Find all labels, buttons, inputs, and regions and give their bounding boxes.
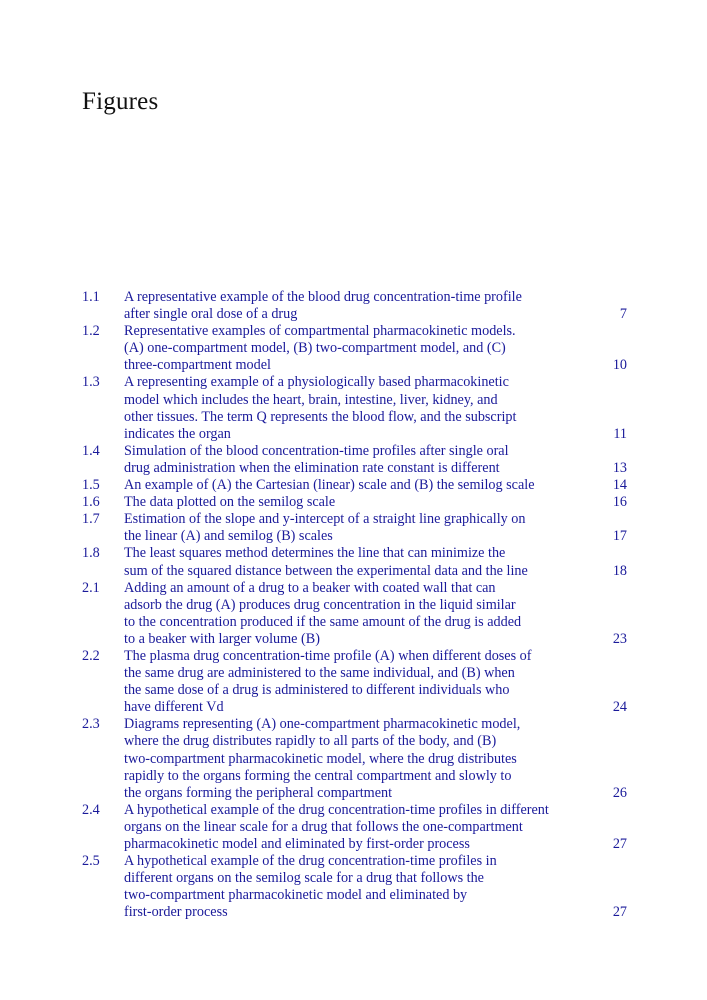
caption-line: three-compartment model [124,357,271,374]
figure-entry[interactable] [82,716,627,801]
caption-line: organs on the linear scale for a drug that follows the one-compartment [124,818,523,835]
figure-caption [124,802,577,853]
caption-line: A representing example of a physiologically based pharmacokinetic [124,374,509,391]
caption-line: pharmacokinetic model and eliminated by first-order process [124,836,470,852]
figure-number: 1.1 [82,289,100,305]
figure-entry[interactable] [82,853,627,921]
figure-caption [124,648,577,716]
figure-caption [124,853,577,921]
caption-line: model which includes the heart, brain, intestine, liver, kidney, and [124,391,498,408]
figure-caption [124,511,577,545]
page-number: 23 [612,630,627,647]
figure-entry[interactable] [82,374,627,442]
figure-entry[interactable] [82,511,627,545]
figure-number: 1.2 [82,323,100,340]
page-number: 26 [612,784,627,801]
page-heading: Figures [82,88,159,115]
page-number: 27 [612,904,627,921]
caption-line: Representative examples of compartmental pharmacokinetic models. [124,323,516,340]
figure-entry[interactable] [82,477,627,494]
caption-line: the organs forming the peripheral compartment [124,784,393,801]
figure-number: 2.3 [82,716,100,733]
caption-line: to a beaker with larger volume (B) [124,630,320,647]
caption-line: The plasma drug concentration-time profile (A) when different doses of [124,647,532,664]
page-number: 18 [612,562,627,579]
figure-number: 1.8 [82,545,100,562]
page-number: 10 [612,357,627,374]
caption-line: drug administration when the elimination rate constant is different [124,459,500,476]
figure-number: 2.2 [82,647,100,664]
figure-entry[interactable] [82,648,627,716]
figure-number: 1.5 [82,477,100,494]
caption-line: first-order process [124,904,228,921]
caption-line: Estimation of the slope and y-intercept of a straight line graphically on [124,511,526,528]
figure-entry[interactable] [82,323,627,374]
figure-entry[interactable] [82,443,627,477]
caption-line: to the concentration produced if the same amount of the drug is added [124,613,522,630]
page-number: 17 [612,528,627,545]
page-number: 14 [612,477,627,494]
caption-line: the same drug are administered to the same individual, and (B) when [124,665,515,682]
caption-line: A hypothetical example of the drug concentration-time profiles in [124,853,497,870]
figure-number: 1.6 [82,494,100,511]
figure-caption [124,580,577,648]
figure-caption [124,374,577,442]
caption-line: the same dose of a drug is administered to different individuals who [124,682,510,699]
caption-line: indicates the organ [124,425,231,442]
figure-entry[interactable] [82,545,627,579]
caption-line: The least squares method determines the line that can minimize the [124,545,506,562]
figure-number: 2.5 [82,853,100,870]
figure-caption [124,716,577,801]
caption-line: where the drug distributes rapidly to all parts of the body, and (B) [124,733,497,750]
figure-caption [124,443,577,477]
page-number: 7 [619,306,627,323]
figure-caption [124,477,577,494]
caption-line: different organs on the semilog scale for a drug that follows the [124,870,484,887]
figure-number: 1.3 [82,374,100,391]
figure-entry[interactable] [82,802,627,853]
caption-line: other tissues. The term Q represents the blood flow, and the subscript [124,408,517,425]
figure-entry[interactable] [82,289,627,323]
caption-line: A representative example of the blood drug concentration-time profile [124,289,522,305]
figure-entry[interactable] [82,580,627,648]
caption-line: two-compartment pharmacokinetic model and eliminated by [124,887,468,904]
figure-number: 2.4 [82,801,100,818]
page-number: 27 [612,836,627,852]
caption-line: An example of (A) the Cartesian (linear) scale and (B) the semilog scale [124,477,535,494]
figure-entry[interactable] [82,494,627,511]
caption-line: the linear (A) and semilog (B) scales [124,528,333,545]
caption-line: (A) one-compartment model, (B) two-compartment model, and (C) [124,340,506,357]
caption-line: after single oral dose of a drug [124,306,298,323]
page-number: 11 [613,425,627,442]
caption-line: A hypothetical example of the drug concentration-time profiles in different [124,801,549,818]
caption-line: Adding an amount of a drug to a beaker with coated wall that can [124,579,496,596]
figure-number: 1.7 [82,511,100,528]
figure-caption [124,289,577,323]
figure-number: 1.4 [82,442,100,459]
caption-line: rapidly to the organs forming the central compartment and slowly to [124,767,512,784]
figure-caption [124,494,577,511]
figure-caption [124,323,577,374]
caption-line: sum of the squared distance between the experimental data and the line [124,562,528,579]
figure-list [82,289,627,921]
caption-line: The data plotted on the semilog scale [124,494,336,511]
caption-line: two-compartment pharmacokinetic model, where the drug distributes [124,750,517,767]
caption-line: have different Vd [124,699,224,716]
figure-number: 2.1 [82,579,100,596]
caption-line: adsorb the drug (A) produces drug concentration in the liquid similar [124,596,516,613]
page-number: 16 [612,494,627,511]
page-number: 13 [612,459,627,476]
page-number: 24 [612,699,627,716]
caption-line: Diagrams representing (A) one-compartment pharmacokinetic model, [124,716,521,733]
caption-line: Simulation of the blood concentration-time profiles after single oral [124,442,509,459]
figure-caption [124,545,577,579]
